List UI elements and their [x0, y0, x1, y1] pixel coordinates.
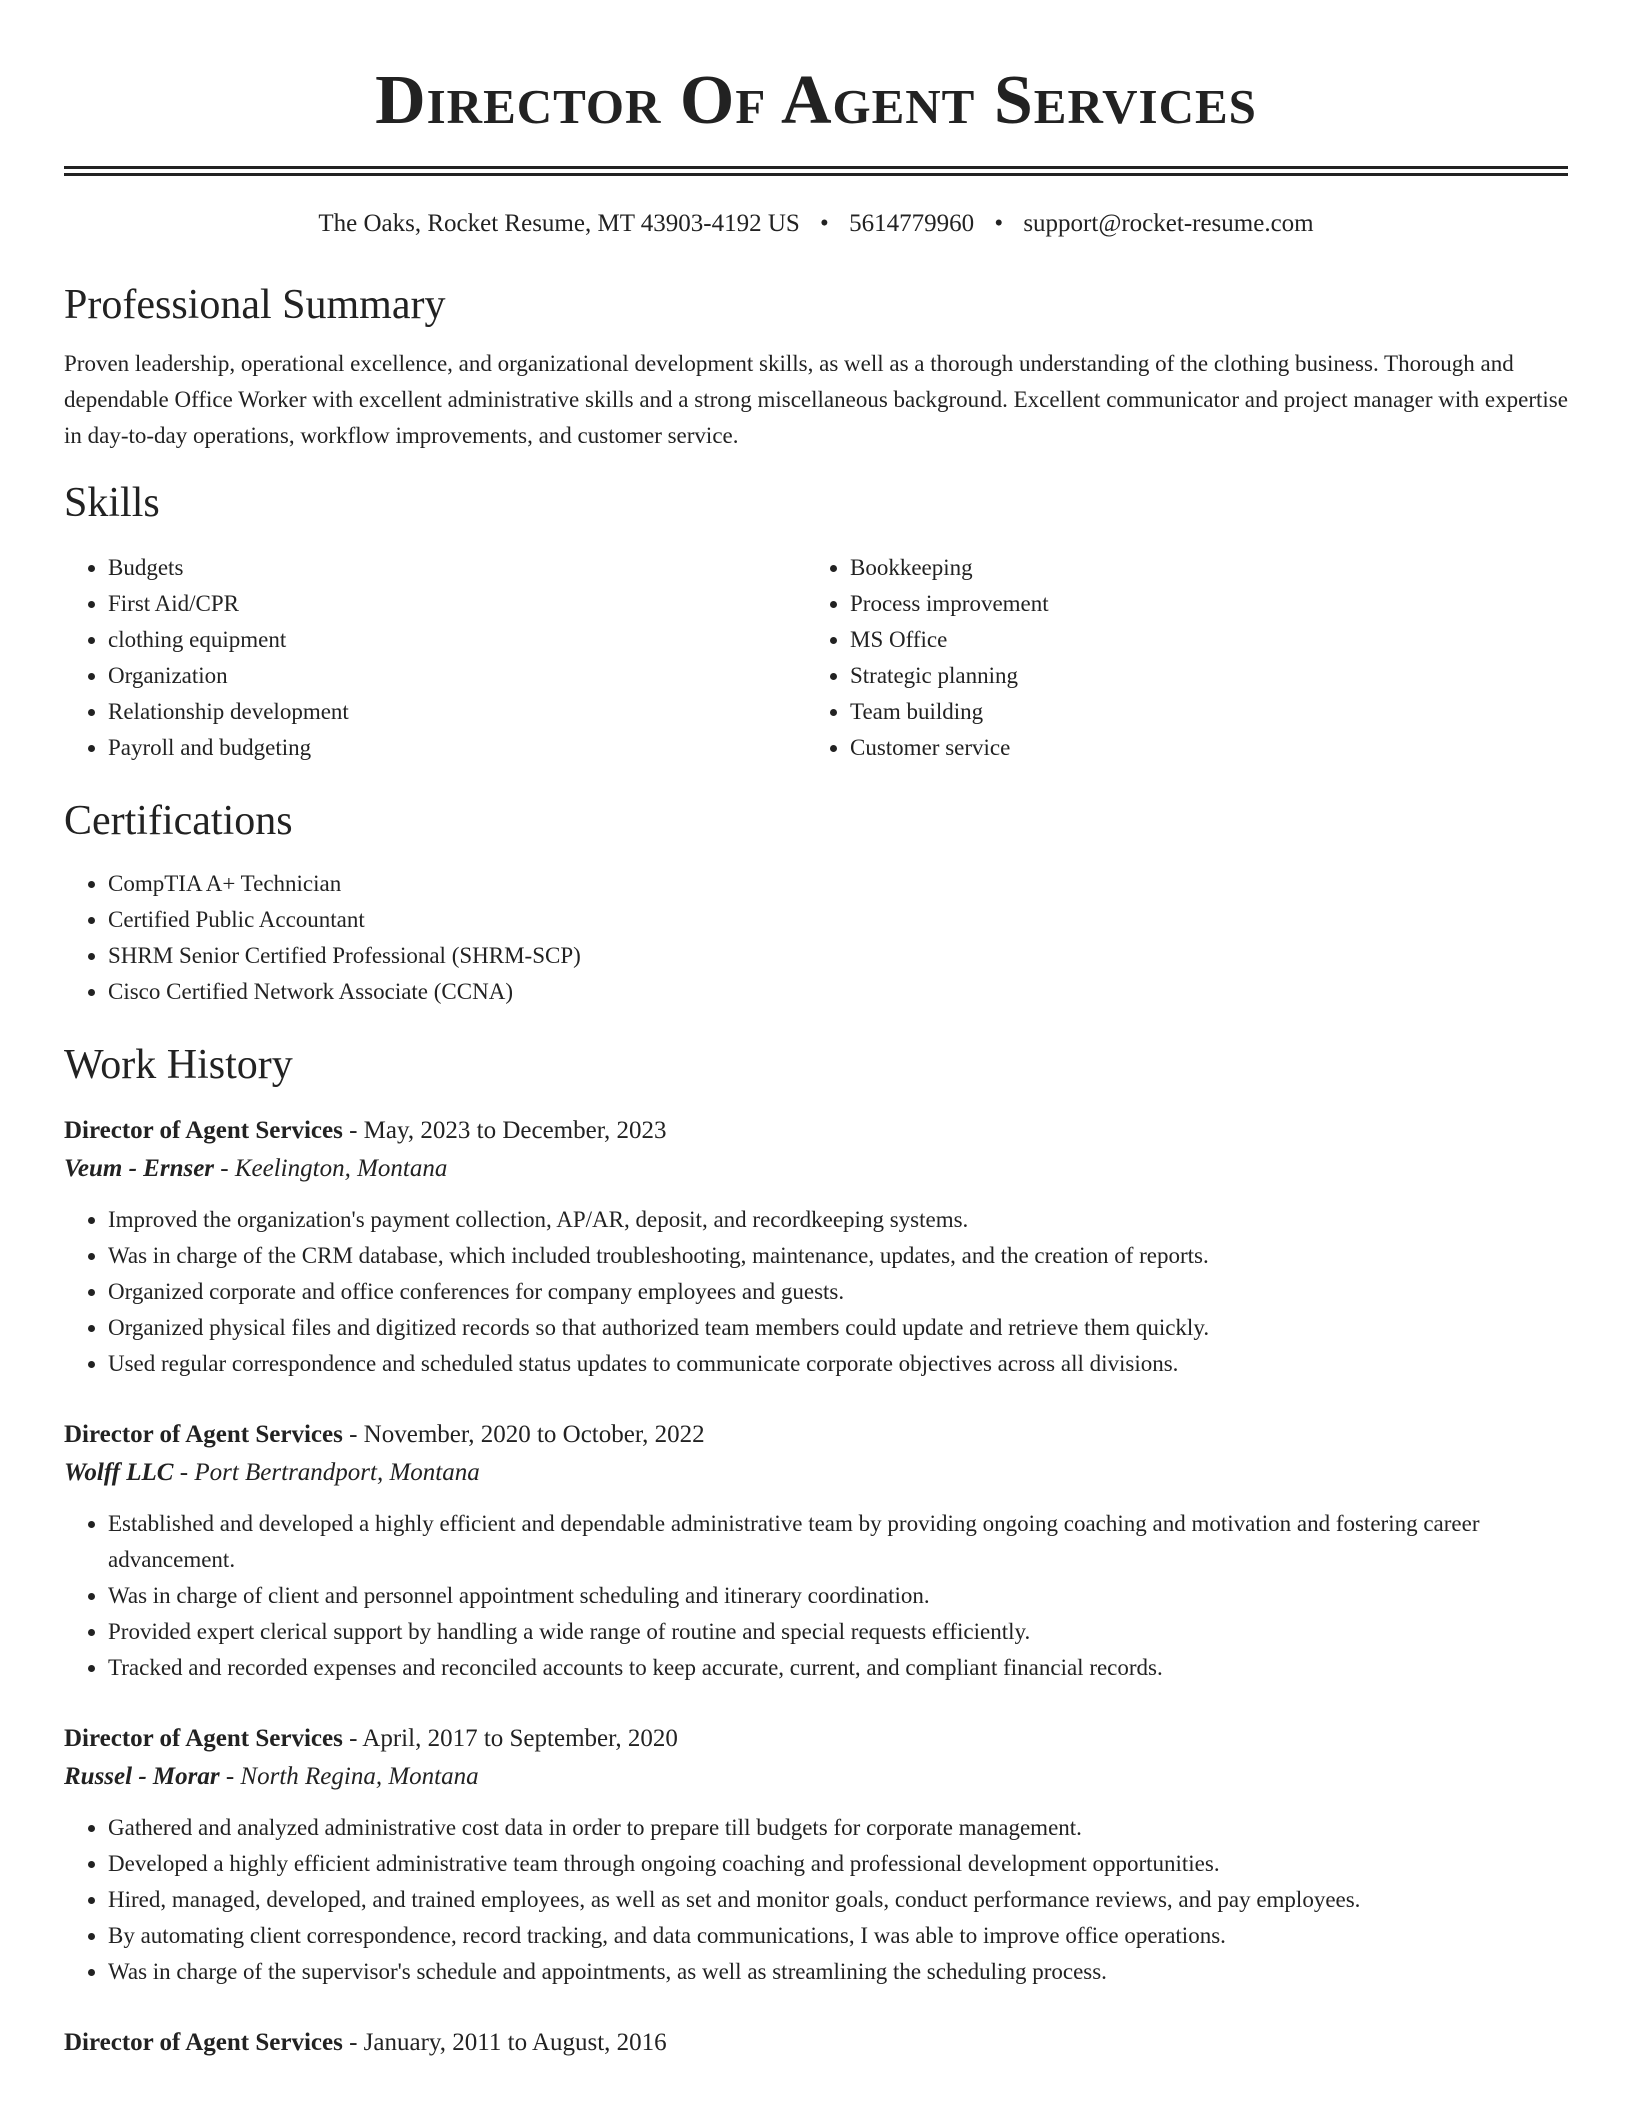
- contact-phone: 5614779960: [849, 210, 975, 237]
- job-bullet: • Was in charge of client and personnel appointment scheduling and itinerary coordination.: [108, 1578, 1568, 1614]
- certification-item: • Certified Public Accountant: [108, 902, 1568, 938]
- contact-address: The Oaks, Rocket Resume, MT 43903-4192 US: [318, 210, 800, 237]
- job-title: Director of Agent Services: [64, 1117, 343, 1144]
- resume-title: Director Of Agent Services: [375, 62, 1257, 139]
- job-entry: [64, 1416, 1568, 1686]
- job-bullet: • By automating client correspondence, record tracking, and data communications, I was able to improve office operations.: [108, 1918, 1568, 1954]
- job-company-line: [64, 1150, 1568, 1188]
- skill-item: • Customer service: [850, 730, 1548, 766]
- job-title-line: [64, 1112, 1568, 1150]
- job-title: Director of Agent Services: [64, 1421, 343, 1448]
- work-history-heading: Work History: [64, 1042, 293, 1088]
- skill-item: • clothing equipment: [108, 622, 806, 658]
- title-divider: [64, 166, 1568, 176]
- job-title: Director of Agent Services: [64, 1725, 343, 1752]
- certification-item: • CompTIA A+ Technician: [108, 866, 1568, 902]
- contact-email[interactable]: support@rocket-resume.com: [1023, 210, 1314, 237]
- skill-item: • Process improvement: [850, 586, 1548, 622]
- job-entry: [64, 2024, 1568, 2062]
- job-company: Wolff LLC: [64, 1459, 174, 1486]
- contact-separator: •: [994, 210, 1004, 237]
- job-bullet: • Established and developed a highly efficient and dependable administrative team by providing ongoing coaching and motivation and fostering career advancement.: [108, 1506, 1568, 1578]
- summary-text: Proven leadership, operational excellence, and organizational development skills, as well as a thorough understanding of the clothing business. Thorough and dependable Office Worker with excellent administrative skills and a strong miscellaneous background. Excellent communicator and project manager with expertise in day-to-day operations, workflow improvements, and customer service.: [64, 351, 1568, 448]
- job-location: - North Regina, Montana: [219, 1763, 479, 1790]
- job-company: Veum - Ernser: [64, 1155, 215, 1182]
- job-bullet: • Used regular correspondence and scheduled status updates to communicate corporate objectives across all divisions.: [108, 1346, 1568, 1382]
- job-dates: - November, 2020 to October, 2022: [342, 1421, 705, 1448]
- skill-item: • Budgets: [108, 550, 806, 586]
- skill-item: • MS Office: [850, 622, 1548, 658]
- skills-section: [64, 478, 1568, 766]
- skill-item: • Relationship development: [108, 694, 806, 730]
- job-bullets: [64, 1202, 1568, 1382]
- skills-grid: [64, 550, 1568, 766]
- job-title-line: [64, 1416, 1568, 1454]
- job-location: - Port Bertrandport, Montana: [173, 1459, 480, 1486]
- certification-item: • SHRM Senior Certified Professional (SHRM-SCP): [108, 938, 1568, 974]
- certifications-section: [64, 796, 1568, 1010]
- contact-line: [64, 208, 1568, 240]
- skill-item: • Payroll and budgeting: [108, 730, 806, 766]
- skill-item: • Strategic planning: [850, 658, 1548, 694]
- job-bullet: • Tracked and recorded expenses and reconciled accounts to keep accurate, current, and compliant financial records.: [108, 1650, 1568, 1686]
- job-title-line: [64, 1720, 1568, 1758]
- job-bullet: • Was in charge of the supervisor's schedule and appointments, as well as streamlining the scheduling process.: [108, 1954, 1568, 1990]
- job-company-line: [64, 1758, 1568, 1796]
- skills-list-left: [64, 550, 806, 766]
- contact-separator: •: [820, 210, 829, 237]
- job-dates: - May, 2023 to December, 2023: [342, 1117, 667, 1144]
- summary-section: [64, 280, 1568, 454]
- job-title-line: [64, 2024, 1568, 2062]
- job-bullet: • Organized corporate and office conferences for company employees and guests.: [108, 1274, 1568, 1310]
- job-bullet: • Developed a highly efficient administrative team through ongoing coaching and professional development opportunities.: [108, 1846, 1568, 1882]
- work-history-section: [64, 1040, 1568, 2062]
- skill-item: • First Aid/CPR: [108, 586, 806, 622]
- skills-heading: Skills: [64, 480, 160, 526]
- certifications-list: [64, 866, 1568, 1010]
- job-location: - Keelington, Montana: [214, 1155, 448, 1182]
- certification-item: • Cisco Certified Network Associate (CCNA): [108, 974, 1568, 1010]
- skills-list-right: [806, 550, 1548, 766]
- job-company-line: [64, 1454, 1568, 1492]
- job-dates: - April, 2017 to September, 2020: [342, 1725, 678, 1752]
- job-bullet: • Gathered and analyzed administrative cost data in order to prepare till budgets for corporate management.: [108, 1810, 1568, 1846]
- job-title: Director of Agent Services: [64, 2029, 343, 2056]
- job-bullet: • Organized physical files and digitized records so that authorized team members could update and retrieve them quickly.: [108, 1310, 1568, 1346]
- job-entry: [64, 1112, 1568, 1382]
- job-bullet: • Hired, managed, developed, and trained employees, as well as set and monitor goals, conduct performance reviews, and pay employees.: [108, 1882, 1568, 1918]
- job-bullets: [64, 1810, 1568, 1990]
- job-company: Russel - Morar: [64, 1763, 220, 1790]
- job-entry: [64, 1720, 1568, 1990]
- skill-item: • Organization: [108, 658, 806, 694]
- job-dates: - January, 2011 to August, 2016: [342, 2029, 667, 2056]
- summary-heading: Professional Summary: [64, 282, 446, 328]
- skill-item: • Team building: [850, 694, 1548, 730]
- job-bullet: • Improved the organization's payment collection, AP/AR, deposit, and recordkeeping systems.: [108, 1202, 1568, 1238]
- job-bullets: [64, 1506, 1568, 1686]
- skill-item: • Bookkeeping: [850, 550, 1548, 586]
- job-bullet: • Provided expert clerical support by handling a wide range of routine and special requests efficiently.: [108, 1614, 1568, 1650]
- certifications-heading: Certifications: [64, 798, 293, 844]
- job-bullet: • Was in charge of the CRM database, which included troubleshooting, maintenance, updates, and the creation of reports.: [108, 1238, 1568, 1274]
